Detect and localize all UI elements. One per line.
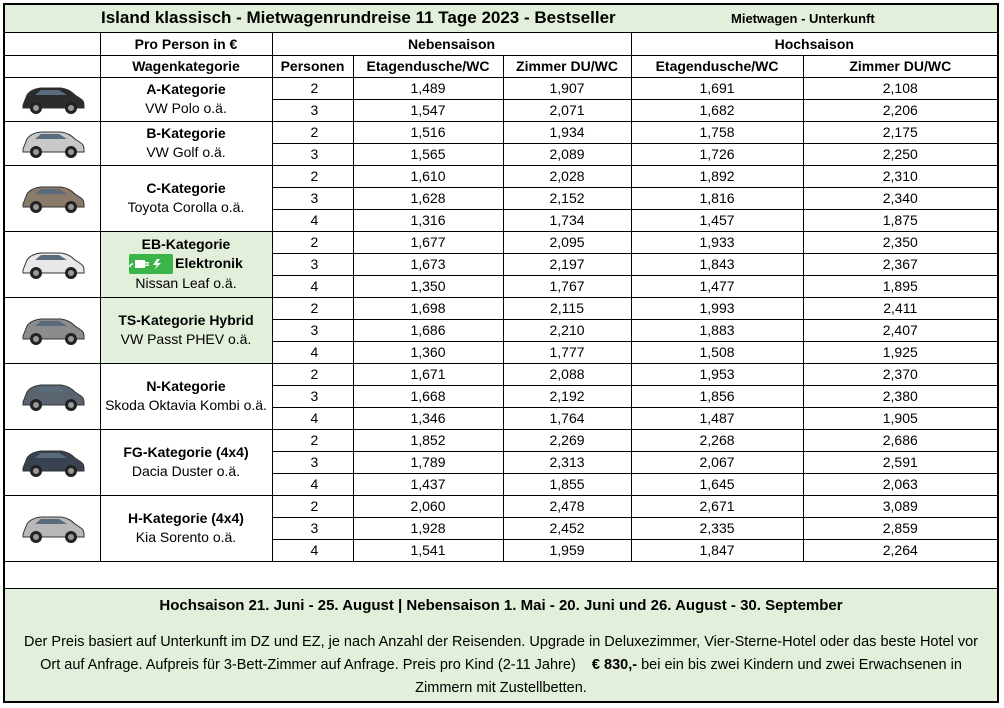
low-room-price: 2,115 <box>503 297 631 319</box>
persons-cell: 3 <box>272 385 353 407</box>
high-shared-price: 1,892 <box>631 165 803 187</box>
category-name: C-Kategorie <box>146 180 226 196</box>
high-shared-price: 1,457 <box>631 209 803 231</box>
low-room-price: 2,210 <box>503 319 631 341</box>
category-model: VW Golf o.ä. <box>146 144 226 160</box>
header-row-2 <box>5 55 997 77</box>
high-room-price: 2,340 <box>803 187 997 209</box>
high-shared-price: 1,856 <box>631 385 803 407</box>
low-shared-price: 1,437 <box>353 473 503 495</box>
high-shared-shower-header: Etagendusche/WC <box>631 55 803 77</box>
low-shared-price: 1,686 <box>353 319 503 341</box>
category-model: Nissan Leaf o.ä. <box>135 275 237 292</box>
low-room-price: 2,197 <box>503 253 631 275</box>
high-room-price: 2,380 <box>803 385 997 407</box>
low-room-price: 1,934 <box>503 121 631 143</box>
low-shared-price: 1,516 <box>353 121 503 143</box>
station-wagon-icon <box>5 363 100 429</box>
low-room-price: 2,028 <box>503 165 631 187</box>
vehicle-category-cell <box>100 165 272 231</box>
category-model: Dacia Duster o.ä. <box>131 463 241 479</box>
low-room-price: 1,764 <box>503 407 631 429</box>
low-shared-price: 1,316 <box>353 209 503 231</box>
persons-cell: 4 <box>272 539 353 561</box>
persons-cell: 4 <box>272 275 353 297</box>
table-row <box>5 363 997 385</box>
vehicle-category-cell <box>100 121 272 165</box>
high-room-price: 2,264 <box>803 539 997 561</box>
low-room-price: 2,071 <box>503 99 631 121</box>
persons-cell: 4 <box>272 341 353 363</box>
category-name: N-Kategorie <box>146 378 226 394</box>
table-row <box>5 121 997 143</box>
low-shared-price: 1,928 <box>353 517 503 539</box>
low-shared-price: 1,547 <box>353 99 503 121</box>
high-room-price: 2,175 <box>803 121 997 143</box>
hatchback-car-icon <box>5 121 100 165</box>
low-shared-price: 1,677 <box>353 231 503 253</box>
persons-cell: 3 <box>272 187 353 209</box>
high-room-price: 2,310 <box>803 165 997 187</box>
low-room-price: 2,269 <box>503 429 631 451</box>
low-shared-price: 1,350 <box>353 275 503 297</box>
category-name-suffix: Elektronik <box>175 254 243 271</box>
persons-cell: 3 <box>272 99 353 121</box>
persons-cell: 4 <box>272 209 353 231</box>
high-room-price: 2,411 <box>803 297 997 319</box>
high-room-price: 3,089 <box>803 495 997 517</box>
persons-cell: 3 <box>272 451 353 473</box>
low-room-price: 2,088 <box>503 363 631 385</box>
high-room-price: 1,895 <box>803 275 997 297</box>
low-room-price: 2,152 <box>503 187 631 209</box>
category-model: Toyota Corolla o.ä. <box>127 199 245 215</box>
low-shared-price: 1,541 <box>353 539 503 561</box>
low-shared-price: 2,060 <box>353 495 503 517</box>
page-subtitle: Mietwagen - Unterkunft <box>731 11 875 26</box>
high-room-price: 2,591 <box>803 451 997 473</box>
high-room-shower-header: Zimmer DU/WC <box>803 55 997 77</box>
high-shared-price: 1,682 <box>631 99 803 121</box>
low-shared-price: 1,346 <box>353 407 503 429</box>
category-name: H-Kategorie (4x4) <box>128 510 244 526</box>
low-room-price: 1,734 <box>503 209 631 231</box>
suv-icon <box>5 429 100 495</box>
low-season-header: Nebensaison <box>272 33 631 55</box>
hybrid-car-icon <box>5 297 100 363</box>
high-shared-price: 1,508 <box>631 341 803 363</box>
category-name: EB-Kategorie <box>141 235 231 252</box>
low-room-price: 1,777 <box>503 341 631 363</box>
high-room-price: 2,370 <box>803 363 997 385</box>
persons-cell: 2 <box>272 297 353 319</box>
persons-cell: 2 <box>272 77 353 99</box>
high-shared-price: 1,933 <box>631 231 803 253</box>
high-shared-price: 2,268 <box>631 429 803 451</box>
price-table-frame <box>3 3 999 703</box>
low-shared-price: 1,698 <box>353 297 503 319</box>
per-person-header: Pro Person in € <box>100 33 272 55</box>
persons-cell: 3 <box>272 253 353 275</box>
high-room-price: 1,925 <box>803 341 997 363</box>
low-room-price: 2,478 <box>503 495 631 517</box>
high-room-price: 2,206 <box>803 99 997 121</box>
persons-cell: 3 <box>272 517 353 539</box>
high-shared-price: 1,816 <box>631 187 803 209</box>
low-room-price: 2,452 <box>503 517 631 539</box>
high-room-price: 2,407 <box>803 319 997 341</box>
persons-cell: 4 <box>272 473 353 495</box>
category-model: Kia Sorento o.ä. <box>135 529 237 545</box>
table-row <box>5 77 997 99</box>
price-note <box>13 631 989 700</box>
category-name: TS-Kategorie Hybrid <box>118 312 254 328</box>
high-shared-price: 2,067 <box>631 451 803 473</box>
high-room-price: 2,108 <box>803 77 997 99</box>
high-shared-price: 2,335 <box>631 517 803 539</box>
high-room-price: 2,063 <box>803 473 997 495</box>
low-room-price: 1,767 <box>503 275 631 297</box>
high-shared-price: 1,758 <box>631 121 803 143</box>
large-suv-icon <box>5 495 100 561</box>
high-shared-price: 1,843 <box>631 253 803 275</box>
persons-cell: 4 <box>272 407 353 429</box>
persons-cell: 2 <box>272 429 353 451</box>
low-room-price: 2,095 <box>503 231 631 253</box>
low-room-price: 1,959 <box>503 539 631 561</box>
high-shared-price: 1,847 <box>631 539 803 561</box>
category-name: FG-Kategorie (4x4) <box>123 444 249 460</box>
vehicle-category-cell <box>100 77 272 121</box>
high-room-price: 2,350 <box>803 231 997 253</box>
low-room-price: 2,089 <box>503 143 631 165</box>
low-shared-price: 1,489 <box>353 77 503 99</box>
low-shared-shower-header: Etagendusche/WC <box>353 55 503 77</box>
electric-car-icon <box>5 231 100 297</box>
low-shared-price: 1,565 <box>353 143 503 165</box>
title-bar <box>5 5 997 33</box>
high-shared-price: 1,691 <box>631 77 803 99</box>
vehicle-category-header: Wagenkategorie <box>100 55 272 77</box>
high-shared-price: 1,883 <box>631 319 803 341</box>
table-row <box>5 429 997 451</box>
high-room-price: 1,875 <box>803 209 997 231</box>
charging-plug-icon <box>129 254 173 274</box>
high-shared-price: 1,477 <box>631 275 803 297</box>
persons-header: Personen <box>272 55 353 77</box>
high-shared-price: 1,645 <box>631 473 803 495</box>
high-shared-price: 1,953 <box>631 363 803 385</box>
vehicle-category-cell <box>100 297 272 363</box>
low-shared-price: 1,852 <box>353 429 503 451</box>
category-name: B-Kategorie <box>146 125 226 141</box>
low-room-price: 2,313 <box>503 451 631 473</box>
child-price: € 830,- <box>591 657 638 673</box>
compact-car-icon <box>5 77 100 121</box>
low-shared-price: 1,671 <box>353 363 503 385</box>
low-room-price: 2,192 <box>503 385 631 407</box>
persons-cell: 3 <box>272 143 353 165</box>
vehicle-category-cell <box>100 363 272 429</box>
vehicle-category-cell <box>100 231 272 297</box>
high-room-price: 2,250 <box>803 143 997 165</box>
vehicle-category-cell <box>100 429 272 495</box>
price-table <box>5 33 997 562</box>
vehicle-category-cell <box>100 495 272 561</box>
low-shared-price: 1,673 <box>353 253 503 275</box>
high-season-header: Hochsaison <box>631 33 997 55</box>
low-shared-price: 1,610 <box>353 165 503 187</box>
table-row <box>5 231 997 253</box>
persons-cell: 2 <box>272 231 353 253</box>
persons-cell: 2 <box>272 165 353 187</box>
header-row-1 <box>5 33 997 55</box>
persons-cell: 3 <box>272 319 353 341</box>
low-room-price: 1,907 <box>503 77 631 99</box>
high-room-price: 2,859 <box>803 517 997 539</box>
low-shared-price: 1,360 <box>353 341 503 363</box>
price-note-text: Der Preis basiert auf Unterkunft im DZ und EZ, je nach Anzahl der Reisenden. Upgrade in Deluxezimmer, Vier-Sterne-Hotel oder das beste Hotel vor Ort auf Anfrage. Aufpreis für 3-Bett-Zimmer auf Anfrage. Preis pro Kind (2-11 Jahre) <box>24 634 978 673</box>
season-dates: Hochsaison 21. Juni - 25. August | Nebensaison 1. Mai - 20. Juni und 26. August - 30. September <box>159 597 843 614</box>
category-name-line2 <box>101 254 272 274</box>
table-row <box>5 165 997 187</box>
table-row <box>5 495 997 517</box>
category-model: VW Polo o.ä. <box>145 100 227 116</box>
sedan-car-icon <box>5 165 100 231</box>
high-shared-price: 1,726 <box>631 143 803 165</box>
high-room-price: 2,367 <box>803 253 997 275</box>
persons-cell: 2 <box>272 495 353 517</box>
high-room-price: 1,905 <box>803 407 997 429</box>
high-shared-price: 1,993 <box>631 297 803 319</box>
price-note-text-end: bei ein bis zwei Kindern und zwei Erwachsenen in Zimmern mit Zustellbetten. <box>415 657 962 696</box>
low-room-shower-header: Zimmer DU/WC <box>503 55 631 77</box>
low-shared-price: 1,628 <box>353 187 503 209</box>
footer <box>5 588 997 701</box>
category-model: Skoda Oktavia Kombi o.ä. <box>105 397 267 413</box>
high-room-price: 2,686 <box>803 429 997 451</box>
low-shared-price: 1,668 <box>353 385 503 407</box>
high-shared-price: 1,487 <box>631 407 803 429</box>
high-shared-price: 2,671 <box>631 495 803 517</box>
page-title: Island klassisch - Mietwagenrundreise 11 Tage 2023 - Bestseller <box>101 8 616 27</box>
persons-cell: 2 <box>272 121 353 143</box>
category-model: VW Passt PHEV o.ä. <box>120 331 252 347</box>
persons-cell: 2 <box>272 363 353 385</box>
category-name: A-Kategorie <box>146 81 226 97</box>
table-row <box>5 297 997 319</box>
low-shared-price: 1,789 <box>353 451 503 473</box>
low-room-price: 1,855 <box>503 473 631 495</box>
